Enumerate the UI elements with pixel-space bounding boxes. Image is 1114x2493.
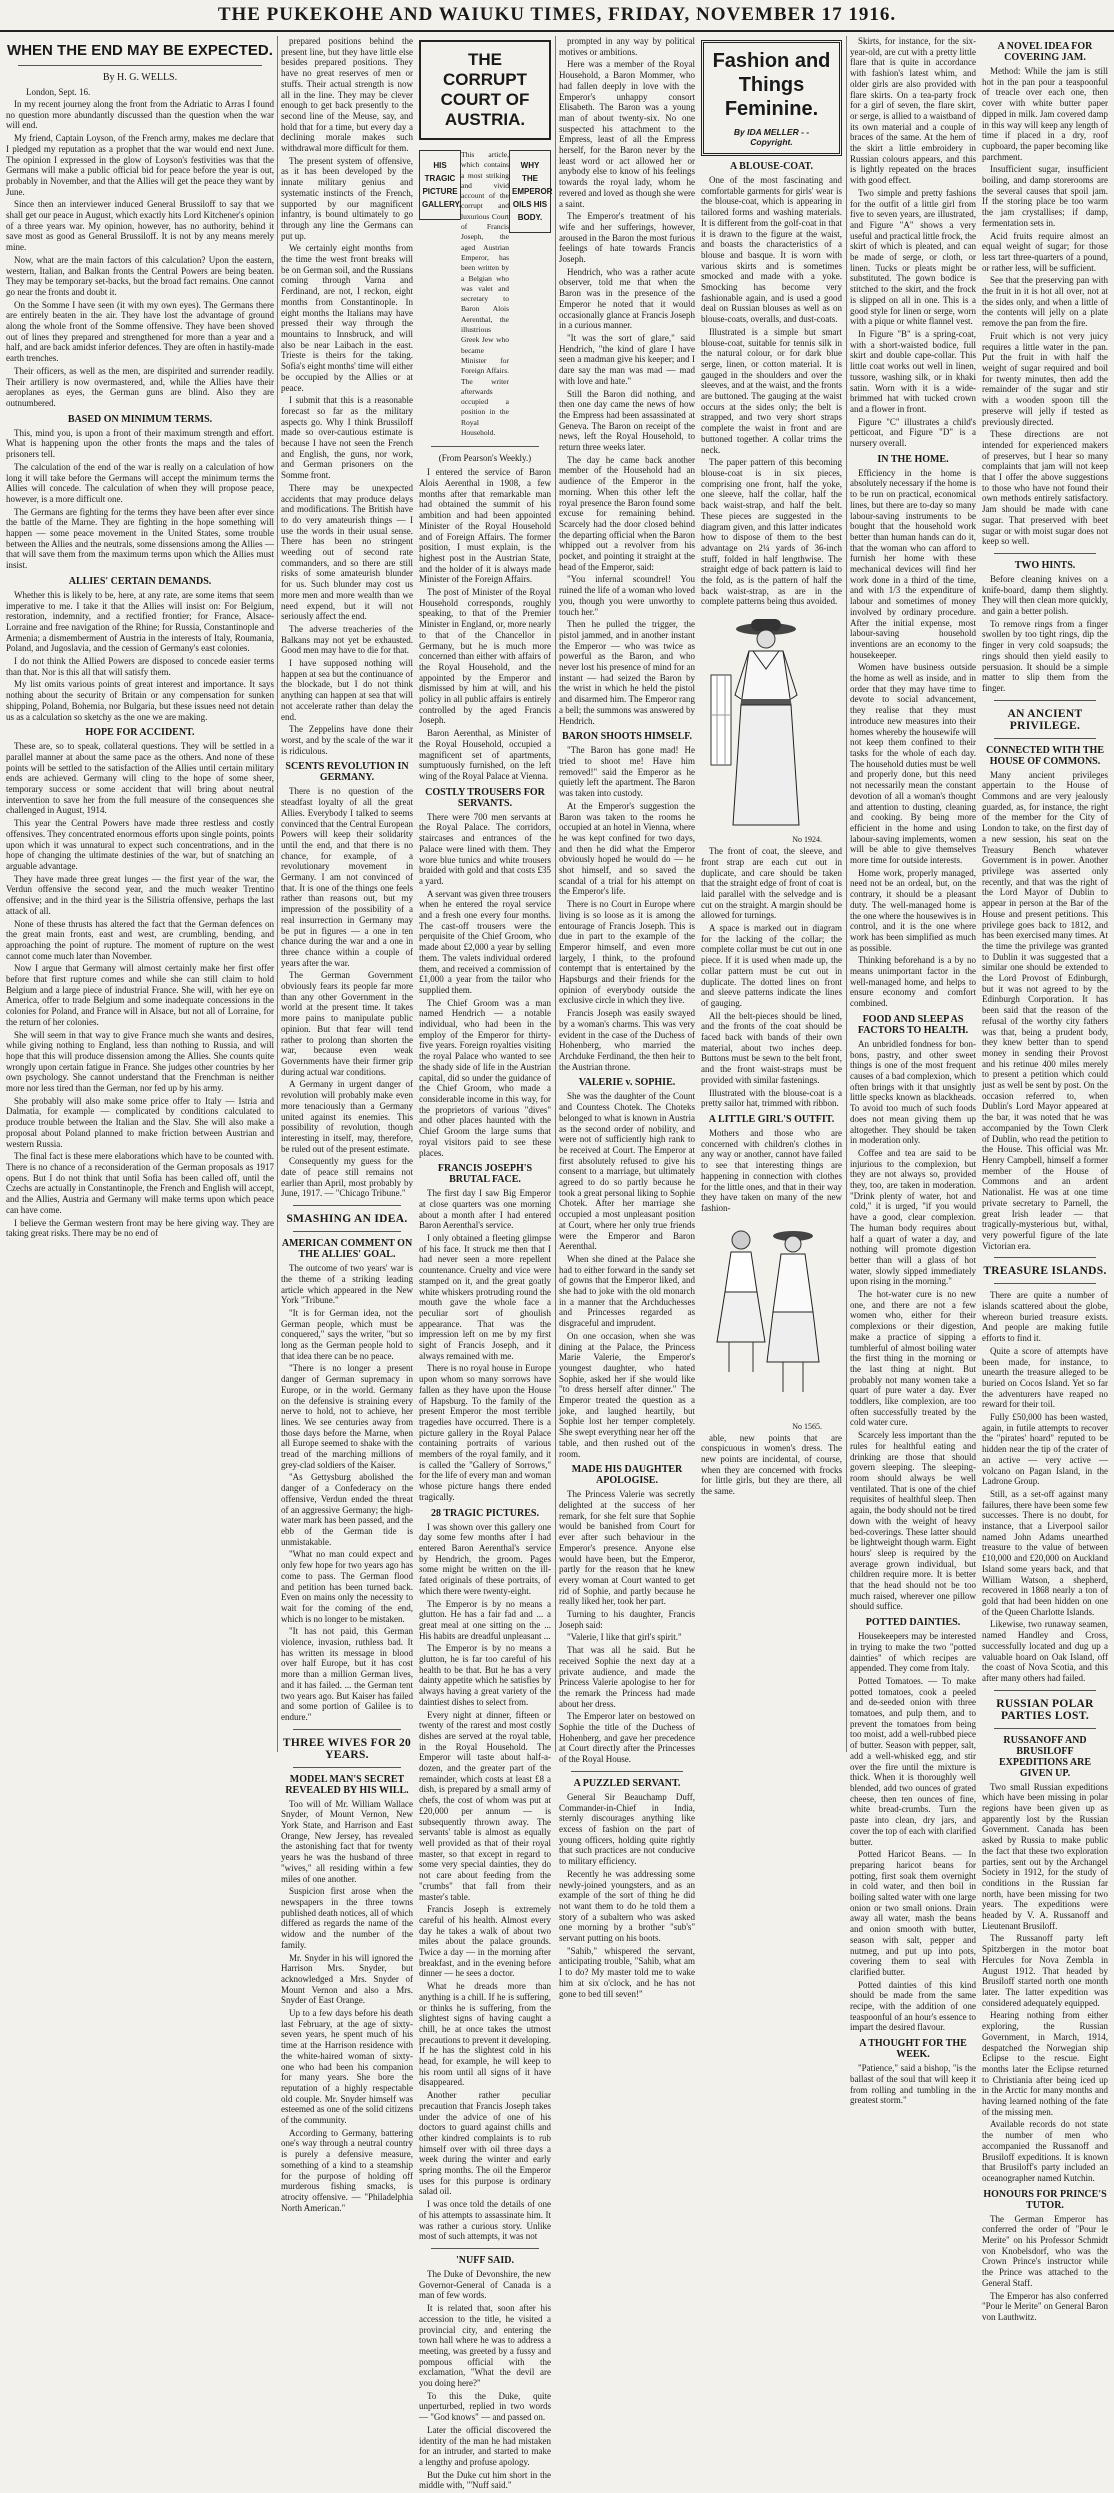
fashion-continuation	[850, 36, 976, 2325]
paragraph: On one occasion, when she was dining at the Palace, the Princess Marie Valerie, the Emperor's youngest daughter, who hated Sophie, asked her if she would like "to dress herself after dinner." The Emperor treated the question as a joke, and laughed heartily, but Sophie lost her temper completely. She swept everything near her off the table, and then rushed out of the room.	[559, 1330, 695, 1459]
paragraph: These directions are not intended for experienced makers of preserves, but I hear so many complaints that jam will not keep that I offer the above suggestions to those who have not found their own methods entirely satisfactory. Jam should be made with cane sugar. That preserved with beet sugar or with moist sugar does not keep so well.	[982, 429, 1108, 547]
paragraph: Turning to his daughter, Francis Joseph said:	[559, 1609, 695, 1630]
paragraph: Housekeepers may be interested in trying to make the two "potted dainties" of which recipes are appended. They come from Italy.	[850, 1631, 976, 1674]
subheading: 'NUFF SAID.	[456, 2255, 514, 2266]
divider	[18, 65, 262, 66]
paragraph: Likewise, two runaway seamen, named Handley and Cross, successfully located and dug up a valuable hoard on Oak Island, off the coast of Nova Scotia, and this after many others had failed.	[982, 1619, 1108, 1683]
paragraph: But the Duke cut him short in the middle with, "'Nuff said."	[419, 2469, 551, 2491]
paragraph: The German Emperor has conferred the order of "Pour le Merite" on his Professor Schmidt von Knobelsdorf, who was the Crown Prince's instructor while the Prince was attached to the General Staff.	[982, 2213, 1108, 2288]
paragraph: Efficiency in the home is absolutely necessary if the home is to be run on practical, economical lines, but there are to-day so many labour-saving instruments to be bought that the household work better than human hands can do it, that the woman who can afford to furnish her home with these mechanical devices will find her work done in a third of the time, and with 1/3 the expenditure of labour and sometimes of money involved by ordinary procedure. After the initial expense, most labour-saving household inventions are an economy to the housekeeper.	[850, 467, 976, 660]
paragraph: "As Gettysburg abolished the danger of a Confederacy on the offensive, Verdun ended the threat of an aggressive Germany; the high-water mark has been passed, and the ebb of the German tide is unmistakable.	[281, 1472, 413, 1547]
paragraph: Illustrated with the blouse-coat is a pretty sailor hat, trimmed with ribbon.	[701, 1087, 842, 1109]
paragraph: I was once told the details of one of his attempts to assassinate him. It was rather a curious story. Unlike most of such attempts, it was not	[419, 2199, 551, 2242]
subheading: TWO HINTS.	[1014, 559, 1076, 571]
paragraph: Whether this is likely to be, here, at any rate, are some items that seem imperative to me. I take it that the Allies will insist on: For Belgium, restoration, indemnity, and a rectified frontier; for France, Alsace-Lorraine and free navigation of the Rhine; for Russia, Constantinople and Armenia; a dismemberment of Austria in the interests of Italy, Roumania, Poland, and Jugoslavia, and the cession of Germany's east colonies.	[6, 589, 274, 654]
divider	[994, 1728, 1096, 1729]
paragraph: Available records do not state the number of men who accompanied the Russanoff and Brusiloff expeditions. It is known that Brusiloff's party included an oceanographer named Kutchin.	[982, 2119, 1108, 2183]
paragraph: "What no man could expect and only few hope for two years ago has come to pass. The German flood and petition has been turned back. Even on mains only the necessity to wait for the coming of the end, which is no longer to be mistaken.	[281, 1549, 413, 1624]
paragraph: Fruit which is not very juicy requires a little water in the pan. Put the fruit in with half the weight of sugar required and boil for twenty minutes, then add the remainder of the sugar and stir with a wooden spoon till the preserve will jelly if tested as previously directed.	[982, 330, 1108, 427]
subheading: ALLIES' CERTAIN DEMANDS.	[68, 575, 212, 587]
paragraph: General Sir Beauchamp Duff, Commander-in-Chief in India, sternly discourages anything like excess of fashion on the part of young officers, holding quite rightly that such practices are not conducive to military efficiency.	[559, 1791, 695, 1867]
paragraph: The Russanoff party left Spitzbergen in the motor boat Hercules for Nova Zembla in August 1912. That headed by Brusiloff started north one month later. The latter expedition was considered adequately equipped.	[982, 1933, 1108, 2008]
subheading: HONOURS FOR PRINCE'S TUTOR.	[983, 2188, 1107, 2211]
divider	[431, 446, 539, 447]
paragraph: See that the preserving pan with the fruit in it is hot all over, not at the sides only, and when a little of the contents will jelly on a plate remove the pan from the fire.	[982, 275, 1108, 329]
paragraph: Women have business outside the home as well as inside, and in order that they may have time to devote to social advancement, they realise that they must introduce new measures into their homes whereby the housewife will not keep them confined to their tasks for the whole of each day. The household duties must be well and properly done, but this need not necessarily mean the constant devotion of all a woman's thought and attention to dusting, cleaning and cooking. By being more efficient in the home and using labour-saving implements, women will be able to give themselves more time for outside interests.	[850, 662, 976, 866]
paragraph: The final fact is these mere elaborations which have to be counted with. There is no chance of a reconsideration of the German proposals as 1917 opens. But I do not think that until Sofia has been called off, until the Czechs are actually in Constantinople, the French and English will accept, and the Allies, Austria and Germany will make terms upon which peace can have come.	[6, 1151, 274, 1215]
column-rule	[277, 36, 278, 1752]
paragraph: The Chief Groom was a man named Hendrich — a notable individual, who had been in the employ of the Emperor for thirty-five years. Foreign royalties visiting the royal Palace who wanted to see the shady side of life in the Austrian capital, did so under the guidance of the Chief Groom, who made a considerable income in this way, for the proprietors of various "dives" and other places haunted with the Chief Groom the large sums that royal visitors paid to see these places.	[419, 997, 551, 1158]
paragraph: According to Germany, battering one's way through a neutral country is purely a defensive measure, something of a kind to a steamship for the purpose of holding off murderous fishing smacks, is atrocity offensive. — "Philadelphia North American."	[281, 2127, 413, 2213]
paragraph: It is related that, soon after his accession to the title, he visited a provincial city, and entering the town hall where he was to address a meeting, was greeted by a fussy and pompous official with the exclamation, "What the devil are you doing here?"	[419, 2303, 551, 2389]
paragraph: "Valerie, I like that girl's spirit."	[567, 1632, 682, 1643]
paragraph: There are quite a number of islands scattered about the globe, whereon buried treasure exists. And people are making futile efforts to find it.	[982, 1290, 1108, 1344]
paragraph: I was shown over this gallery one day some few months after I had entered Baron Aerenthal's service by Hendrich, the groom. Pages some might be written on the ill-fated originals of these portraits, of which there were twenty-eight.	[419, 1521, 551, 1596]
paragraph: A servant was given three trousers when he entered the royal service and a fresh one every four months. The cast-off trousers were the perquisite of the Chief Groom, who made about £2,000 a year by selling them. The valets individual ordered them, and received a commission of £1,000 a year from the tailor who supplied them.	[419, 888, 551, 995]
paragraph: The first day I saw Big Emperor at close quarters was one morning about a month after I had entered Baron Aerenthal's service.	[419, 1188, 551, 1231]
paragraph: Fully £50,000 has been wasted, again, in futile attempts to recover the "pirates' hoard" reputed to be hidden near the tip of the crater of an active — very active — volcano on Pagan Island, in the Ladrone Group.	[982, 1412, 1108, 1487]
paragraph: "The Baron has gone mad! He tried to shoot me! Have him removed!" said the Emperor as he quietly left the apartment. The Baron was taken into custody.	[559, 745, 695, 799]
paragraph: She will seem in that way to give France much she wants and desires, while giving nothing to England, less than nothing to Russia, and will hope that this will produce dissension among the Allies. She counts quite wrongly upon certain fatigue in France. She judges other countries by her own psychology. She cannot understand that the Frenchman is neither more nor less tired than the German, nor fed up by his army.	[6, 1029, 274, 1094]
misc-articles	[982, 36, 1108, 2325]
paragraph: prompted in any way by political motives or ambitions.	[559, 36, 695, 57]
paragraph: Thinking beforehand is a by no means unimportant factor in the well-managed home, and helps to ensure economy and comfort combined.	[850, 955, 976, 1009]
paragraph: Two small Russian expeditions which have been missing in polar regions have been given up as apparently lost by the Russian Government. Canada has been asked by Russia to make public the fact that these two exploration parties, sent out by the Archangel Society in 1912, for the study of conditions in the Russian far north, have been missing for two years. The expeditions were headed by V. A. Russanoff and Lieutenant Brusiloff.	[982, 1781, 1108, 1931]
divider	[293, 1205, 401, 1206]
paragraph: Suspicion first arose when the newspapers in the three towns published death notices, all of which differed as regards the name of the widow and the number of the family.	[281, 1886, 413, 1950]
paragraph: In Figure "B" is a spring-coat, with a short-waisted bodice, full skirt and double cape-collar. This little coat works out well in linen, tussore, washing silk, or in khaki satin. Worn with it is a wide-brimmed hat with tucked crown and a flower in front.	[850, 328, 976, 414]
paragraph: All the belt-pieces should be lined, and the fronts of the coat should be faced back with bands of their own material, about two inches deep. Buttons must be sewn to the belt front, and the front waist-straps must be provided with similar fastenings.	[701, 1010, 842, 1085]
column-home	[850, 36, 1108, 2322]
paragraph: Since then an interviewer induced General Brussiloff to say that we shall get our peace in August, which exactly hits Lord Kitchener's opinion of a three years war. My opinion, however, has no authority, behind it save most as good as General Brussiloff. It is not by any means merely mine.	[6, 199, 274, 253]
paragraph: The front of coat, the sleeve, and front strap are each cut out in duplicate, and care should be taken that the straight edge of front of coat is laid parallel with the selvedge and is cut on the straight. A margin should be allowed for turnings.	[701, 846, 842, 921]
paragraph: A Germany in urgent danger of revolution will probably make even more tenaciously than a Germany united against its enemies. This possibility of revolution, though interesting in itself, may, therefore, be ruled out of the present estimate.	[281, 1079, 413, 1154]
blouse-coat-illustration	[701, 615, 842, 844]
source-line: (From Pearson's Weekly.)	[438, 453, 532, 464]
paragraph: Scarcely less important than the rules for healthful eating and drinking are those that should govern sleeping. The sleeping-room should always be well ventilated. That is one of the chief requisites of healthful sleep. Then again, the body should not be tired down with the weight of heavy bed-coverings. These latter should be lightweight though warm. Eight hours' sleep is required by the average grown individual, but children require more. It is better that the head should not be too much raised, wherever one pillow should suffice.	[850, 1430, 976, 1612]
paragraph: The paper pattern of this becoming blouse-coat is in six pieces, comprising one front, half the yoke, one sleeve, half the collar, half the back waist-strap, and half the belt. These pieces are suggested in the diagram given, and this latter indicates how to dispose of them to the best advantage on 2¼ yards of 36-inch stuff, folded in half lengthwise. The straight edge of back pattern is laid to the fold, as is the pattern of half the back waist-strap, as are in the complete patterns being thus avoided.	[701, 457, 842, 607]
article-headline: RUSSIAN POLAR PARTIES LOST.	[996, 1697, 1094, 1722]
paragraph: Figure "C" illustrates a child's petticoat, and Figure "D" is a nursery overall.	[850, 416, 976, 449]
subheading: A PUZZLED SERVANT.	[573, 1777, 681, 1789]
paragraph: Potted dainties of this kind should be made from the same recipe, with the addition of one teaspoonful of an hour's essence to impart the desired flavour.	[850, 1979, 976, 2033]
paragraph: "You infernal scoundrel! You ruined the life of a woman who loved you, though you were unworthy to touch her."	[559, 574, 695, 617]
paragraph: What he dreads more than anything is a chill. If he is suffering, or thinks he is suffering, from the slightest signs of having caught a chill, he at once takes the utmost precautions to prevent it developing. If he has the slightest cold in his head, for example, he will keep to his room until all signs of it have disappeared.	[419, 1981, 551, 2088]
paragraph: Now I argue that Germany will almost certainly make her first offer before that first rupture comes and while she can still claim to hold Belgium and a large piece of industrial France. She will, with her eye on America, offer to trade Belgium and some inadequate concessions in the colonies for Poland, and France will in Alsace, but not all of Lorraine, for the return of her colonies.	[6, 963, 274, 1027]
paragraph: Recently he was addressing some newly-joined youngsters, and as an example of the sort of thing he did not want them to do he told them a story of a subaltern who was asked one morning by a brother "sub's" servant putting on his boots.	[559, 1868, 695, 1944]
paragraph: We certainly eight months from the time the west front breaks will be on German soil, and the Russians coming through Varna and Ferdinand, are not, I reckon, eight months from Constantinople. In eight months the Italians may have pressed their way through the mountains to Innsbruck, and will also be near Laibach in the east. Trieste is theirs for the taking. Sofia's eight months' time will either be occupied by the Allies or at peace.	[281, 243, 413, 393]
paragraph: There were 700 men servants at the Royal Palace. The corridors, staircases and entrances of the Palace were lined with them. They wore blue tunics and white trousers braided with gold and that costs £35 a yard.	[419, 811, 551, 886]
paragraph: The Emperor has also conferred "Pour le Merite" on General Baron von Lauthwitz.	[982, 2290, 1108, 2322]
paragraph: Hendrich, who was a rather acute observer, told me that when the Baron was in the presence of the Emperor he noted that it would occasionally glance at Francis Joseph in a curious manner.	[559, 266, 695, 331]
paragraph: When she dined at the Palace she had to either forward in the sandy set of gowns that the Emperor liked, and she had to joke with the old monarch in a manner that the Archduchesses and Princesses regarded as disgraceful and imprudent.	[559, 1253, 695, 1329]
paragraph: Mr. Snyder in his will ignored the Harrison Mrs. Snyder, but acknowledged a Mrs. Snyder of Mount Vernon and also a Mrs. Snyder of East Orange.	[281, 1952, 413, 2006]
paragraph: Hearing nothing from either exploring, the Russian Government, in March, 1914, despatched the Norwegian ship Eclipse to the rescue. Eight months later the Eclipse returned to Christiania after being iced up in the Arctic for many months and having learned nothing of the fate of the missing men.	[982, 2010, 1108, 2117]
paragraph: Another rather peculiar precaution that Francis Joseph takes under the advice of one of his doctors to guard against chills and other kindred complaints is to rub himself over with oil three days a week during the winter and early spring months. The oil the Emperor uses for this purpose is ordinary salad oil.	[419, 2090, 551, 2197]
paragraph: Then he pulled the trigger, the pistol jammed, and in another instant the Emperor — who was twice as powerful as the Baron, and who never lost his presence of mind for an instant — had seized the Baron by the wrist in which he held the pistol and disarmed him. The Emperor rang a bell; the summons was answered by Hendrich.	[559, 619, 695, 726]
column-fashion	[559, 36, 842, 1999]
article-headline: WHEN THE END MAY BE EXPECTED.	[7, 42, 273, 59]
fashion-byline: By IDA MELLER - - Copyright.	[733, 127, 810, 147]
paragraph: prepared positions behind the present line, but they have little else besides prepared positions. They have no great reserves of men or stuffs. Their actual strength is now all in the line. They may be clever enough to get back presently to the second line of the Meuse, say, and hold that for a time, but every day a declining morale makes such withdrawal more difficult for them.	[281, 36, 413, 154]
paragraph: The Zeppelins have done their worst, and by the scale of the war it is ridiculous.	[281, 724, 413, 756]
fashion-header	[701, 40, 842, 156]
paragraph: A space is marked out in diagram for the lacking of the collar; the complete collar must be cut out in one piece. If it is used when made up, the collar pattern must be cut out in duplicate. The dotted lines on front and sleeve patterns indicate the lines of gauging.	[701, 923, 842, 1008]
paragraph: These are, so to speak, collateral questions. They will be settled in a parallel manner at about the same pace as the others. And none of these points will be settled to the satisfaction of the Allies until certain military ends are achieved. Germany will cling to the hope of some sheer, temporary success or some accident that will bring about neutral intervention to save her from the full measure of the consequences she challenged in August, 1914.	[6, 741, 274, 816]
paragraph: Two simple and pretty fashions for the outfit of a little girl from five to seven years, are illustrated, and Figure "A" shows a very useful and practical little frock, the skirt of which is pleated, and can be made of serge, or cloth, or linen. Tucks or pleats might be substituted. The gown bodice is stitched to the skirt, and the frock is slipped on all in one. This is a good style for linen or serge, worn with a pique or white flannel vest.	[850, 187, 976, 327]
paragraph: Mothers and those who are concerned with children's clothes in any way or another, cannot have failed to see that interesting things are happening in connection with clothes for the little ones, and that in their way they have taken on many of the new fashion-	[701, 1128, 842, 1213]
column-austria	[281, 36, 553, 2491]
divider	[994, 738, 1096, 739]
subheading: RUSSANOFF AND BRUSILOFF EXPEDITIONS ARE GIVEN UP.	[999, 1734, 1091, 1779]
paragraph: The post of Minister of the Royal Household corresponds, roughly speaking, to that of the Premier Minister in England, or, more nearly to that of the Chancellor in Germany, but he is much more concerned than either with affairs of the Royal Household, and the appointed by the Emperor and dismissed by him at will, and his policy in all public affairs is entirely controlled by the aged Francis Joseph.	[419, 587, 551, 726]
paragraph: An unbridled fondness for bon-bons, pastry, and other sweet things is one of the most frequent causes of a bad complexion, which often brings with it that unsightly little specks known as blackheads. To avoid too much of such foods does not mean giving them up altogether. They should be taken in moderation only.	[850, 1038, 976, 1146]
paragraph: "Patience," said a bishop, "is the ballast of the soul that will keep it from rolling and tumbling in the greatest storm."	[850, 2063, 976, 2106]
paragraph: Method: While the jam is still hot in the pan pour a teaspoonful of treacle over each one, then cover with white butter paper dipped in milk. Jam covered damp in this way will keep any length of time if placed in a dry, roof cupboard, the paper becoming like parchment.	[982, 66, 1108, 162]
paragraph: She probably will also make some price offer to Italy — Istria and Dalmatia, for example — complicated by conditions calculated to produce trouble between the Italian and the Slav. She will also make a proposal about Poland planned to make friction between Austrian and western Russia.	[6, 1095, 274, 1149]
column-wells	[6, 36, 274, 1752]
divider	[293, 1231, 401, 1232]
article-headline: AN ANCIENT PRIVILEGE.	[1007, 707, 1083, 732]
girls-outfit-illustration	[701, 1222, 842, 1431]
column-rule	[555, 36, 556, 1752]
paragraph: I entered the service of Baron Alois Aerenthal in 1908, a few months after that remarkable man had obtained the summit of his ambition and had been appointed Minister of the Royal Household and of Foreign Affairs. The former position, I must explain, is the highest post in the Austrian State, and the holder of it is always made Minister of the Foreign Affairs.	[419, 467, 551, 585]
paragraph: They have made three great lunges — the first year of the war, the Verdun offensive the second year, and the much weaker Trentino offensive; and in the third year is the Silistria offensive, perhaps the last attack of all.	[6, 873, 274, 916]
paragraph: Before cleaning knives on a knife-board, damp them slightly. They will then clean more quickly, and gain a better polish.	[982, 573, 1108, 617]
paragraph: Many ancient privileges appertain to the House of Commons and are very jealously guarded, as, for instance, the right of the member for the City of London to take, on the first day of a new session, his seat on the Treasury Bench whatever Government is in power. Another privilege was asserted only recently, and that was the right of the Lord Mayor of Dublin to appear in person at the Bar of the House and present petitions. This privilege goes back to 1812, and has been exercised many times. At the time the privilege was granted to Dublin it was suggested that a similar one should be extended to the Lord Provost of Edinburgh, but it was not agreed to by the Edinburgh Corporation. It has been said that the reason of the refusal of the worthy city fathers was that, being a prudent body, they knew better than to spend money in sending their Provost and his retinue 400 miles merely to present a petition which could just as well be sent by post. On the occasion referred to, when Dublin's Lord Mayor appeared at the bar, it was noted that he was accompanied by the Town Clerk of Dublin, who read the petition to the House. This official was Mr. Henry Campbell, himself a former member of the House of Commons and an ardent Nationalist. He was at one time private secretary to Parnell, the great Irish leader — that tragically-mysterious but, withal, very powerful figure of the late Victorian era.	[982, 769, 1108, 1251]
paragraph: "It is for German idea, not the German people, which must be conquered," says the writer, "but so long as the German people hold to that idea there can be no peace.	[281, 1307, 413, 1361]
subheading: A NOVEL IDEA FOR COVERING JAM.	[997, 41, 1093, 63]
article-headline: SMASHING AN IDEA.	[286, 1213, 408, 1226]
subheading: HOPE FOR ACCIDENT.	[85, 727, 195, 739]
intro-text: This article, which contains a most striking and vivid account of the corrupt and luxurious Court of Francis Joseph, the aged Austrian Emperor, has been written by a Belgian who was valet and secretary to Baron Alois Aerenthal, the illustrious Greek Jew who became Minister for Foreign Affairs. The writer afterwards occupied a position in the Royal Household.	[461, 150, 509, 438]
paragraph: None of these thrusts has altered the fact that the German defences on the great main fronts, east and west, are crumbling, bending, and approaching the point of rupture. The moment of rupture on the west cannot come much later than November.	[6, 918, 274, 961]
austria-continuation	[559, 36, 695, 2001]
paragraph: Insufficient sugar, insufficient boiling, and damp storerooms are the several causes that spoil jam. If the storing place be too warm the jam crystallises; if damp, fermentation sets in.	[982, 164, 1108, 228]
paragraph: The German Government obviously fears its people far more than any other Government in the world at the present time. It takes more pains to manipulate public opinion. But that fear will tend rather to prolong than shorten the war, because even weak Governments have their firmer grip during actual war conditions.	[281, 970, 413, 1077]
masthead	[0, 0, 1114, 32]
article-dateline: London, Sept. 16.	[26, 87, 91, 97]
paragraph: The Duke of Devonshire, the new Governor-General of Canada is a man of few words.	[419, 2269, 551, 2301]
paragraph: Every night at dinner, fifteen or twenty of the rarest and most costly dishes are served at the royal table, in the Royal Household. The Emperor will taste about half-a-dozen, and the greater part of the remainder, which costs at least £8 a dish, is prepared by a small army of chefs, the cost of whom was put at £20,000 per annum — is subsequently thrown away. The servants' table is almost as equally well provided as that of their royal master, so that except in regard to some very special dainties, they do not care about feeding from the "crumbs" that fall from their master's table.	[419, 1709, 551, 1902]
divider	[293, 1729, 401, 1730]
paragraph: "There is no longer a present danger of German supremacy in Europe, or in the world. Germany on the defensive is straining every nerve to hold, not to achieve, her lines. We see centuries away from those days before the Marne, when all Europe seemed to shake with the tread of the marching millions of grey-clad soldiers of the Kaiser.	[281, 1363, 413, 1470]
paragraph: Baron Aerenthal, as Minister of the Royal Household, occupied a magnificent set of apartments, sumptuously furnished, on the left wing of the Royal Palace at Vienna.	[419, 728, 551, 781]
subheading: CONNECTED WITH THE HOUSE OF COMMONS.	[986, 744, 1104, 767]
article-byline: By H. G. WELLS.	[102, 72, 178, 83]
subheading: POTTED DAINTIES.	[865, 1617, 961, 1629]
subheading: BASED ON MINIMUM TERMS.	[67, 413, 213, 425]
paragraph: My list omits various points of great interest and importance. It says nothing about the security of Britain or any compensation for sunken shipping, Poland, Bohemia, nor Bulgaria, but these issues need not detain us as a calculation so sketchy as the one we are making.	[6, 679, 274, 722]
paragraph: I only obtained a fleeting glimpse of his face. It struck me then that I had never seen a more repellent countenance. Cruelty and vice were stamped on it, and the great goatly white whiskers protruding round the mouth gave the whole face a peculiar sort of ghoulish appearance. That was the impression left on me by my first sight of Francis Joseph, and it always remained with me.	[419, 1233, 551, 1361]
paragraph: The Emperor is by no means a glutton. He has a fair fad and ... a great meal at one sitting on the ... His habits are dreadful unpleasant ...	[419, 1598, 551, 1641]
subheading: A THOUGHT FOR THE WEEK.	[859, 2038, 967, 2061]
paragraph: The present system of offensive, as it has been developed by the innate military genius and systematic instincts of the French, supported by our magnificent infantry, is bound ultimately to go through any line the Germans can put up.	[281, 155, 413, 241]
divider	[994, 1257, 1096, 1258]
paragraph: Potted Tomatoes. — To make potted tomatoes, cook a peeled and de-seeded onion with three tomatoes, and pulp them, and to prevent the tomatoes from being too moist, add a well-rubbed piece of butter. Season with pepper, salt, add a well-whisked egg, and stir over the fire until the mixture is thick. When it is thoroughly well blended, add two ounces of grated cheese, then ten ounces of fine, white bread-crumbs. Turn the paste into clean, dry jars, and cover the top of each with clarified butter.	[850, 1675, 976, 1847]
paragraph: At the Emperor's suggestion the Baron was taken to the rooms he occupied at an hotel in Vienna, where he was kept confined for two days, and then he did what the Emperor obviously hoped he would do — he shot himself, and so saved the scandal of a trial for his attempt on the Emperor's life.	[559, 800, 695, 897]
fashion-article	[701, 36, 842, 2001]
paragraph: My friend, Captain Loyson, of the French army, makes me declare that I pledged my reputation as a prophet that the war would end next June. The opinion I expressed in the glow of Loyson's festivities was that the Germans will make a public official bid for peace before the year is out, probably in November, and that the Allies will get the peace they want by June.	[6, 133, 274, 197]
paragraph: Here was a member of the Royal Household, a Baron Mommer, who had fallen deeply in love with the Emperor's unhappy consort Elisabeth. The Baron was a young man of about twenty-six. No one suspected his attachment to the Empress, least of all the Empress herself, for the Baron never by the least word or act allowed her or anybody else to know of his feelings towards the royal lady, whom he revered and loved as though she were a saint.	[559, 59, 695, 209]
paragraph: Up to a few days before his death last February, at the age of sixty-seven years, he spent much of his time at the Harrison residence with the white-haired woman of sixty-one who had been his companion for many years. She bore the reputation of a highly respectable old couple. Mr. Snyder himself was esteemed as one of the solid citizens of the community.	[281, 2008, 413, 2126]
paragraph: Their officers, as well as the men, are dispirited and surrender readily. Their artillery is now overmastered, and, while the Allies have their aeroplanes as eyes, the German guns are blind. Also they are outnumbered.	[6, 365, 274, 408]
paragraph: Acid fruits require almost an equal weight of sugar; for those less tart three-quarters of a pound, or rather less, will be sufficient.	[982, 230, 1108, 273]
paragraph: I submit that this is a reasonable forecast so far as the military aspects go. Why I think Brussiloff made so over-cautious estimate is because I have not seen the French and English, the guns, nor work, and German prisoners on the Somme front.	[281, 395, 413, 481]
paragraph: There is no question of the steadfast loyalty of all the great Allies. Everybody I talked to seems convinced that the Central European Powers will keep their solidarity until the end, and that there is no chance, for example, of a revolutionary movement in Germany. I am not convinced of that. It is one of the things one feels rather than reasons out, but my impression of the possibility of a real insurrection in Germany may be put in figures — a one in ten chance during the war and a one in three chance within a couple of years after the war.	[281, 786, 413, 968]
paragraph: I do not think the Allied Powers are disposed to concede easier terms than that. Nor is this all that will satisfy them.	[6, 656, 274, 677]
paragraph: "Sahib," whispered the servant, anticipating trouble, "Sahib, what am I to do? My master told me to wake him at six o'clock, and he has not gone to bed till seven!"	[559, 1945, 695, 1999]
paragraph: That was all he said. But he received Sophie the next day at a private audience, and made the Princess Valerie apologise to her for the remark the Princess had made about her dress.	[559, 1645, 695, 1709]
paragraph: There is no Court in Europe where living is so loose as it is among the entourage of Francis Joseph. This is due in part to the example of the Emperor himself, and even more largely, I think, to the profound contempt that is entertained by the Hapsburgs and their friends for the opinion of everybody outside the exclusive circle in which they live.	[559, 899, 695, 1006]
paragraph: Illustrated is a simple but smart blouse-coat, suitable for tennis silk in the natural colour, or for dark blue serge, linen, or cotton material. It is gauged in the shoulders and over the sleeves, and at the waist, and the fronts are buttoned. The gauging at the waist occurs at the sides only; the belt is strapped, and two very short straps complete the waist in front and are buttoned together. A collar trims the neck.	[701, 326, 842, 455]
paragraph: "It was the sort of glare," said Hendrich, "the kind of glare I have seen a madman give his keeper; and I dare say the man was mad — mad with love and hate."	[559, 332, 695, 386]
paragraph: The Emperor later on bestowed on Sophie the title of the Duchess of Hohenberg, and gave her precedence at Court directly after the Princesses of the Royal House.	[559, 1711, 695, 1765]
paragraph: This year the Central Powers have made three restless and costly offensives. They concentrated enormous efforts upon single points, points upon which it was unnatural to expect such concentrations, and in the hope of changing the ultimate destinies of the war, but of snatching an arguable advantage.	[6, 818, 274, 871]
masthead-title: THE PUKEKOHE AND WAIUKU TIMES, FRIDAY, NOVEMBER 17 1916.	[217, 4, 897, 25]
paragraph: There is no royal house in Europe upon whom so many sorrows have fallen as they have upon the House of Hapsburg. To the family of the present Emperor the most terrible tragedies have occurred. There is a picture gallery in the Royal Palace containing portraits of various members of the royal family, and it is called the "Gallery of Sorrows," for the life of every man and woman whose picture hangs there ended tragically.	[419, 1363, 551, 1502]
paragraph: "It has not paid, this German violence, invasion, ruthless bad. It has written its message in blood over half Europe, but it has cost more than a million German lives, and it has failed. ... the German tent two years ago. But Kaiser has failed and some portion of Galilee is to endure."	[281, 1626, 413, 1722]
paragraph: One of the most fascinating and comfortable garments for girls' wear is the blouse-coat, which is appearing in tailored forms and washing materials. It is different from the golf-coat in that it is drawn to the figure at the waist, and boasts the characteristics of a blouse and basque. It is worn with various skirts and is sometimes smocked and made with a yoke. Smocking has become very fashionable again, and is used a good deal on Russian blouses as well as on blouse-coats, overalls, and dust-coats.	[701, 175, 842, 325]
subheading: AMERICAN COMMENT ON THE ALLIES' GOAL.	[281, 1238, 413, 1261]
paragraph: Quite a score of attempts have been made, for instance, to unearth the treasure alleged to be buried on Cocos Island. Yet so far the adventurers have reaped no reward for their toil.	[982, 1345, 1108, 1410]
paragraph: The outcome of two years' war is the theme of a striking leading article which appeared in the New York "Tribune."	[281, 1263, 413, 1306]
subheading: COSTLY TROUSERS FOR SERVANTS.	[425, 786, 545, 809]
paragraph: This, mind you, is upon a front of their maximum strength and effort. What is happening upon the other fronts the maps and the tales of prisoners tell.	[6, 427, 274, 460]
subheading: A BLOUSE-COAT.	[730, 161, 813, 172]
paragraph: The day he came back another member of the Household had an audience of the Emperor in the morning. When this other left the royal presence the Baron found some excuse for remaining behind. Scarcely had the door closed behind the departing official when the Baron whipped out a revolver from his pocket, and pointing it straight at the head of the Emperor, said:	[559, 454, 695, 572]
subheading: FRANCIS JOSEPH'S BRUTAL FACE.	[437, 1163, 533, 1186]
paragraph: Still the Baron did nothing, and then one day came the news of how the Empress had been assassinated at Geneva. The Baron on receipt of the news, left the Royal Household, to return three weeks later.	[559, 388, 695, 453]
paragraph: Francis Joseph was easily swayed by a woman's charms. This was very evident in the case of the Duchess of Hohenberg, who married the Archduke Ferdinand, the then heir to the Austrian throne.	[559, 1008, 695, 1072]
paragraph: Skirts, for instance, for the six-year-old, are cut with a pretty little flare that is quite in accordance with fashion's latest whim, and older girls are also provided with flare skirts. On a tea-party frock for a girl of seven, the flare skirt, or serge, is allied to a waistband of its own material and a couple of braces of the same. At the hem of the skirt a little embroidery in Russian colours appears, and this is lightly repeated on the braces with good effect.	[850, 36, 976, 186]
subheading: A LITTLE GIRL'S OUTFIT.	[708, 1114, 835, 1125]
paragraph: The calculation of the end of the war is really on a calculation of how long it will take before the Germans will accept the minimum terms the Allies will concede. The calculation of when they will propose peace, however, is a more difficult one.	[6, 461, 274, 504]
subheading: BARON SHOOTS HIMSELF.	[562, 731, 692, 743]
paragraph: To remove rings from a finger swollen by too tight rings, dip the finger in very cold soapsuds; the rings should then yield easily to persuasion. It should be a simple matter to slip them from the finger.	[982, 618, 1108, 693]
paragraph: On the Somme I have seen (it with my own eyes). The Germans there are entirely beaten in the air. They have lost the advantage of ground along the whole front of the Somme offensive. They have been shoved out of lines they prepared and strengthened for more than a year and a half, and are back amidst inferior defences. They are often in hastily-made earth trenches.	[6, 299, 274, 364]
paragraph: The adverse treacheries of the Balkans may not yet be exhausted. Good men may have to die for that.	[281, 623, 413, 656]
paragraph: In my recent journey along the front from the Adriatic to Arras I found no question more abundantly discussed than the question when the war will end.	[6, 99, 274, 131]
fashion-title: Fashion and Things Feminine.	[712, 50, 831, 120]
paragraph: The Emperor's treatment of his wife and her sufferings, however, aroused in the Baron the most furious feelings of hate towards Francis Joseph.	[559, 211, 695, 265]
subheading: VALERIE v. SOPHIE.	[578, 1077, 676, 1089]
paragraph: Home work, properly managed, need not be an ordeal, but, on the contrary, it should be a pleasant duty. The well-managed home is the one where the housewives is in control, and it is the one where work has been simplified as much as possible.	[850, 867, 976, 953]
paragraph: I believe the German western front may be here giving way. They are taking great risks. There may be no end of	[6, 1217, 274, 1239]
paragraph: The hot-water cure is no new one, and there are not a few women who, either for their complexions or their digestion, make a practice of sipping a tumblerful of almost boiling water the first thing in the morning or the last thing at night. But probably not many women take a quart of pure water a day. Ever toddlers, like complexion, are too often successfully treated by the cold water cure.	[850, 1289, 976, 1428]
article-headline: THREE WIVES FOR 20 YEARS.	[282, 1736, 412, 1761]
divider	[994, 700, 1096, 701]
divider	[994, 1283, 1096, 1284]
paragraph: There may be unexpected accidents that may produce delays and modifications. The British have to do very amateurish things — I use the words in their usual sense. There has been no stringent weeding out of second rate commanders, and so there are still risks of some amateurish blunder for us. Such blunder may cost us more men and more wealth than we need expend, but it will not seriously affect the end.	[281, 482, 413, 622]
article-headline: TREASURE ISLANDS.	[983, 1265, 1107, 1278]
figure-caption: No 1565.	[792, 1421, 822, 1431]
wells-continuation	[281, 36, 413, 2493]
article-headline: THE CORRUPT COURT OF AUSTRIA.	[419, 40, 551, 140]
paragraph: Too will of Mr. William Wallace Snyder, of Mount Vernon, New York State, and Harrison and East Orange, New Jersey, has revealed the astonishing fact that for twenty years he was the husband of three "wives," all residing within a few miles of one another.	[281, 1798, 413, 1884]
paragraph: The Princess Valerie was secretly delighted at the success of her remark, for she felt sure that Sophie would be banished from Court for ever after such behaviour in the Emperor's presence. Anyone else would have been, but the Emperor, partly for the reason that he knew every woman at Court wanted to get rid of Sophie, and partly because he really liked her, took her part.	[559, 1489, 695, 1607]
paragraph: I have supposed nothing will happen at sea but the continuance of the blockade, but I do not think anything can happen at sea that will not accelerate rather than delay the end.	[281, 658, 413, 722]
divider	[293, 1767, 401, 1768]
austria-article	[419, 36, 551, 2493]
subheading: MADE HIS DAUGHTER APOLOGISE.	[571, 1464, 683, 1487]
paragraph: She was the daughter of the Count and Countess Chotek. The Choteks belonged to what is known in Austria as the second order of nobility, and were not of sufficiently high rank to be received at Court. The Emperor at first absolutely refused to give his consent to a marriage, but ultimately agreed to do so partly because he took a great personal liking to Sophie Chotek. After her marriage she occupied a most unpleasant position at Court, where her only true friends were the Emperor and Baron Aerenthal.	[559, 1091, 695, 1252]
paragraph: Now, what are the main factors of this calculation? Upon the eastern, western, Italian, and Balkan fronts the Central Powers are being beaten. They may be temporary set-backs, but the broad fact remains. One cannot go near the fronts and doubt it.	[6, 254, 274, 297]
subheading: FOOD AND SLEEP AS FACTORS TO HEALTH.	[857, 1013, 969, 1036]
subheading: MODEL MAN'S SECRET REVEALED BY HIS WILL.	[285, 1773, 409, 1796]
paragraph: Still, as a set-off against many failures, there have been some few successes. There is no doubt, for instance, that a Liverpool sailor named John Adams unearthed treasure to the value of between £10,000 and £20,000 on Auckland Island some years back, and that William Watson, a shepherd, recovered in 1868 nearly a ton of gold that had been hidden on one of the Queen Charlotte Islands.	[982, 1488, 1108, 1617]
paragraph: Francis Joseph is extremely careful of his health. Almost every day he takes a walk of about two miles about the palace grounds. Twice a day — in the morning after breakfast, and in the evening before dinner — he sees a doctor.	[419, 1904, 551, 1979]
subheading: 28 TRAGIC PICTURES.	[431, 1507, 539, 1519]
divider	[994, 1690, 1096, 1691]
paragraph: able, new points that are conspicuous in women's dress. The new points are incidental, of course, when they are concerned with frocks for little girls, but they are there, all the same.	[701, 1432, 842, 1497]
paragraph: Later the official discovered the identity of the man he had mistaken for an intruder, and started to make a lengthy and profuse apology.	[419, 2424, 551, 2467]
subheading: IN THE HOME.	[877, 453, 949, 465]
paragraph: The Emperor is by no means a glutton, he is far too careful of his health to be that. But he has a very dainty appetite which he satisfies by always having a great variety of the daintiest dishes to select from.	[419, 1643, 551, 1707]
divider	[994, 553, 1096, 554]
box-right: WHY THE EMPEROR OILS HIS BODY.	[509, 150, 551, 233]
figure-caption: No 1924.	[792, 835, 822, 845]
paragraph: To this the Duke, quite unperturbed, replied in two words — "God knows" — and passed on.	[419, 2390, 551, 2423]
paragraph: Consequently my guess for the date of peace still remains not earlier than April, most probably by June, 1917. — "Chicago Tribune."	[281, 1156, 413, 1199]
paragraph: Coffee and tea are said to be injurious to the complexion, but they are not always so, provided they, too, are taken in moderation. "Drink plenty of water, hot and cold," it is urged, "if you would have a good, clear complexion. The human body requires about half a quart of water a day, and nothing will promote digestion better than will a glass of hot water, slowly sipped immediately upon rising in the morning."	[850, 1147, 976, 1287]
divider	[571, 1771, 683, 1772]
paragraph: Potted Haricot Beans. — In preparing haricot beans for potting, first soak them overnight in cold water, and then boil in boiling salted water with one large onion or two small onions. Drain away all water, mash the beans and onion smooth with butter, season with salt, pepper and nutmeg, and put up into pots, covering them to seal with clarified butter.	[850, 1849, 976, 1977]
column-rule	[846, 36, 847, 1752]
divider	[431, 2248, 539, 2249]
box-left: HIS TRAGIC PICTURE GALLERY.	[419, 150, 461, 220]
subheading: SCENTS REVOLUTION IN GERMANY.	[285, 761, 409, 784]
paragraph: The Germans are fighting for the terms they have been after ever since the battle of the Marne. They are fighting in the hope something will happen — some peace movement in the United States, some trouble between the Allies and the neutrals, some dissensions among the Allies — that will save them from the maximum terms upon which the Allies must insist.	[6, 506, 274, 571]
